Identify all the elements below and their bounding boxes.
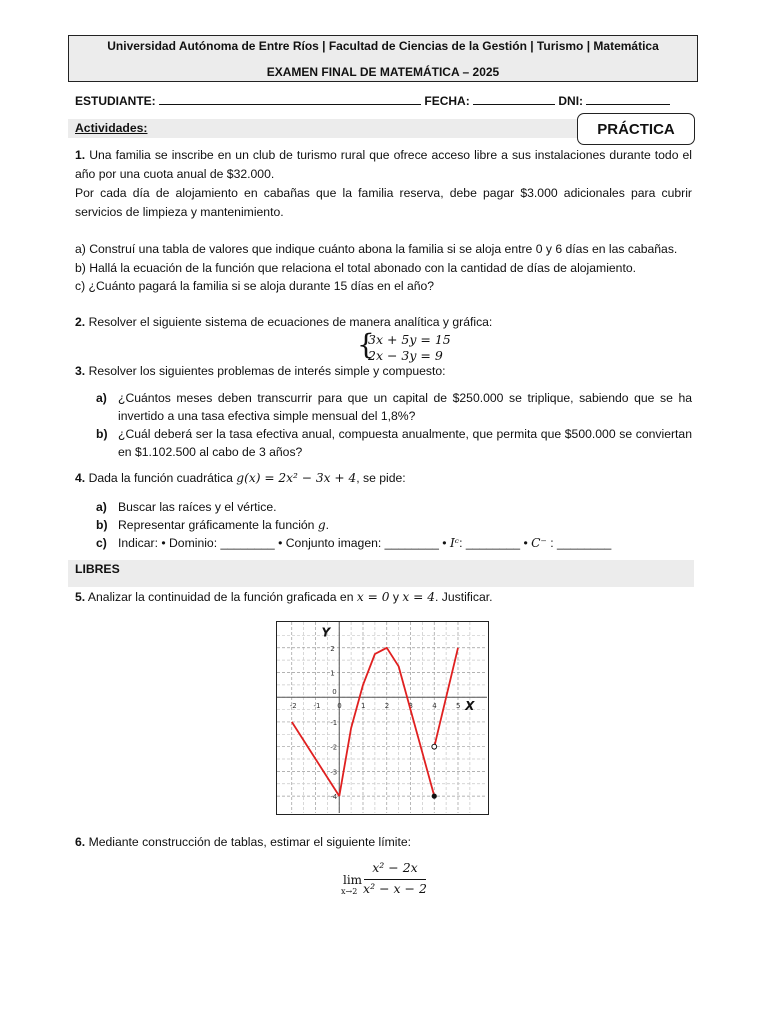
q1-text-1: Una familia se inscribe en un club de turismo rural que ofrece acceso libre a sus instalaciones durante todo el año por una cuota anual de $32.000. — [75, 148, 692, 181]
q4-b-label: b) — [96, 518, 108, 532]
q5-x0: x = 0 — [356, 590, 390, 604]
system-brace: { — [357, 328, 375, 361]
q6-statement — [75, 833, 411, 851]
q1-paragraph-1 — [75, 146, 692, 184]
y-tick-label: 2 — [330, 644, 335, 653]
y-axis-label: Y — [321, 625, 331, 640]
q5-statement — [75, 588, 493, 606]
limit-word: lim — [343, 873, 363, 887]
x-axis-label: X — [465, 699, 475, 714]
q4-c-cm: C⁻ — [531, 536, 547, 550]
y-tick-label: -1 — [330, 718, 338, 727]
q5-y: y — [392, 590, 399, 604]
q3-b-label: b) — [96, 427, 108, 441]
x-tick-label: 5 — [456, 702, 461, 711]
x-tick-label: 1 — [361, 702, 366, 711]
q2-text: Resolver el siguiente sistema de ecuaciones de manera analítica y gráfica: — [88, 315, 493, 329]
q4-c-ic: Iᶜ — [449, 536, 460, 550]
activities-title: Actividades: — [75, 121, 148, 135]
q1-item-a: a) Construí una tabla de valores que indique cuánto abona la familia si se aloja entre 0 y 6 días en las cabañas. — [75, 242, 678, 256]
q4-c-end: : ________ — [550, 536, 612, 550]
q4-statement — [75, 469, 406, 487]
q4-a-text: Buscar las raíces y el vértice. — [118, 500, 277, 514]
q3-statement — [75, 362, 446, 380]
student-info-line — [75, 93, 670, 108]
limit-subscript: x→2 — [341, 887, 358, 896]
x-tick-label: 4 — [432, 702, 437, 711]
graph-svg — [277, 622, 487, 813]
y-tick-label: -2 — [330, 743, 338, 752]
q1-item-c: c) ¿Cuánto pagará la familia si se aloja durante 15 días en el año? — [75, 279, 435, 293]
q6-text: Mediante construcción de tablas, estimar el siguiente límite: — [88, 835, 412, 849]
open-point — [432, 744, 437, 749]
q4-c-label: c) — [96, 536, 107, 550]
q3-item-b — [96, 425, 692, 461]
system-eq-1: 3x + 5y = 15 — [368, 332, 451, 347]
q4-item-c — [96, 534, 692, 552]
fraction-bar — [364, 879, 426, 880]
q4-c-mid: : ________ • — [459, 536, 528, 550]
limit-denominator: x² − x − 2 — [363, 881, 427, 896]
dni-field[interactable] — [586, 93, 670, 105]
y-tick-label: 1 — [330, 669, 335, 678]
q2-number: 2. — [75, 315, 86, 329]
q4-number: 4. — [75, 471, 86, 485]
q3-item-a — [96, 389, 692, 425]
x-tick-label: -1 — [313, 702, 321, 711]
q1-number: 1. — [75, 148, 86, 162]
q1-text-2: Por cada día de alojamiento en cabañas que la familia reserva, debe pagar $3.000 adicionales para cubrir servicios de limpieza y mantenimiento. — [75, 186, 692, 219]
institution-line: Universidad Autónoma de Entre Ríos | Facultad de Ciencias de la Gestión | Turismo | Matemática — [107, 39, 659, 53]
q4-c-content — [118, 534, 692, 552]
q4-a-label: a) — [96, 500, 107, 514]
origin-label: 0 — [332, 688, 337, 697]
q3-number: 3. — [75, 364, 86, 378]
x-tick-label: 3 — [408, 702, 413, 711]
q3-a-text: ¿Cuántos meses deben transcurrir para que un capital de $250.000 se triplique, sabiendo que se ha invertido a una tasa efectiva simple mensual del 1,8%? — [118, 391, 692, 423]
q4-text-pre: Dada la función cuadrática — [88, 471, 233, 485]
limit-numerator: x² − 2x — [372, 860, 418, 875]
date-field[interactable] — [473, 93, 555, 105]
q4-item-a — [96, 498, 692, 516]
q4-b-text: Representar gráficamente la función — [118, 518, 315, 532]
function-graph — [276, 621, 489, 815]
q4-item-b — [96, 516, 692, 534]
q4-c-text: Indicar: • Dominio: ________ • Conjunto imagen: ________ • — [118, 536, 447, 550]
y-tick-label: -3 — [330, 768, 338, 777]
q3-text: Resolver los siguientes problemas de interés simple y compuesto: — [88, 364, 446, 378]
q3-b-text: ¿Cuál deberá ser la tasa efectiva anual, compuesta anualmente, que permita que $500.000 se conviertan en $1.102.500 al cabo de 3 años? — [118, 427, 692, 459]
q5-text-pre: Analizar la continuidad de la función graficada en — [87, 590, 354, 604]
q6-number: 6. — [75, 835, 86, 849]
q4-b-var: g — [317, 518, 326, 532]
x-tick-label: 0 — [337, 702, 342, 711]
dni-label: DNI: — [558, 94, 584, 108]
closed-point — [432, 794, 437, 799]
exam-header — [68, 35, 698, 82]
q2-statement — [75, 313, 492, 331]
y-tick-label: -4 — [330, 793, 338, 802]
date-label: FECHA: — [424, 94, 470, 108]
x-tick-label: -2 — [289, 702, 297, 711]
practica-badge: PRÁCTICA — [577, 113, 695, 145]
q3-a-label: a) — [96, 391, 107, 405]
student-name-field[interactable] — [159, 93, 421, 105]
q1-item-b: b) Hallá la ecuación de la función que relaciona el total abonado con la cantidad de días de alojamiento. — [75, 261, 637, 275]
system-eq-2: 2x − 3y = 9 — [368, 348, 443, 363]
q5-text-post: . Justificar. — [434, 590, 493, 604]
student-label: ESTUDIANTE: — [75, 94, 156, 108]
q4-text-post: , se pide: — [356, 471, 406, 485]
q4-function: g(x) = 2x² − 3x + 4 — [236, 471, 357, 485]
libres-band — [68, 560, 694, 587]
q5-x4: x = 4 — [402, 590, 435, 604]
q5-number: 5. — [75, 590, 86, 604]
exam-title: EXAMEN FINAL DE MATEMÁTICA – 2025 — [266, 65, 500, 79]
x-tick-label: 2 — [384, 702, 390, 711]
q4-b-content: Representar gráficamente la función g. — [118, 518, 330, 532]
libres-title: LIBRES — [75, 562, 120, 576]
